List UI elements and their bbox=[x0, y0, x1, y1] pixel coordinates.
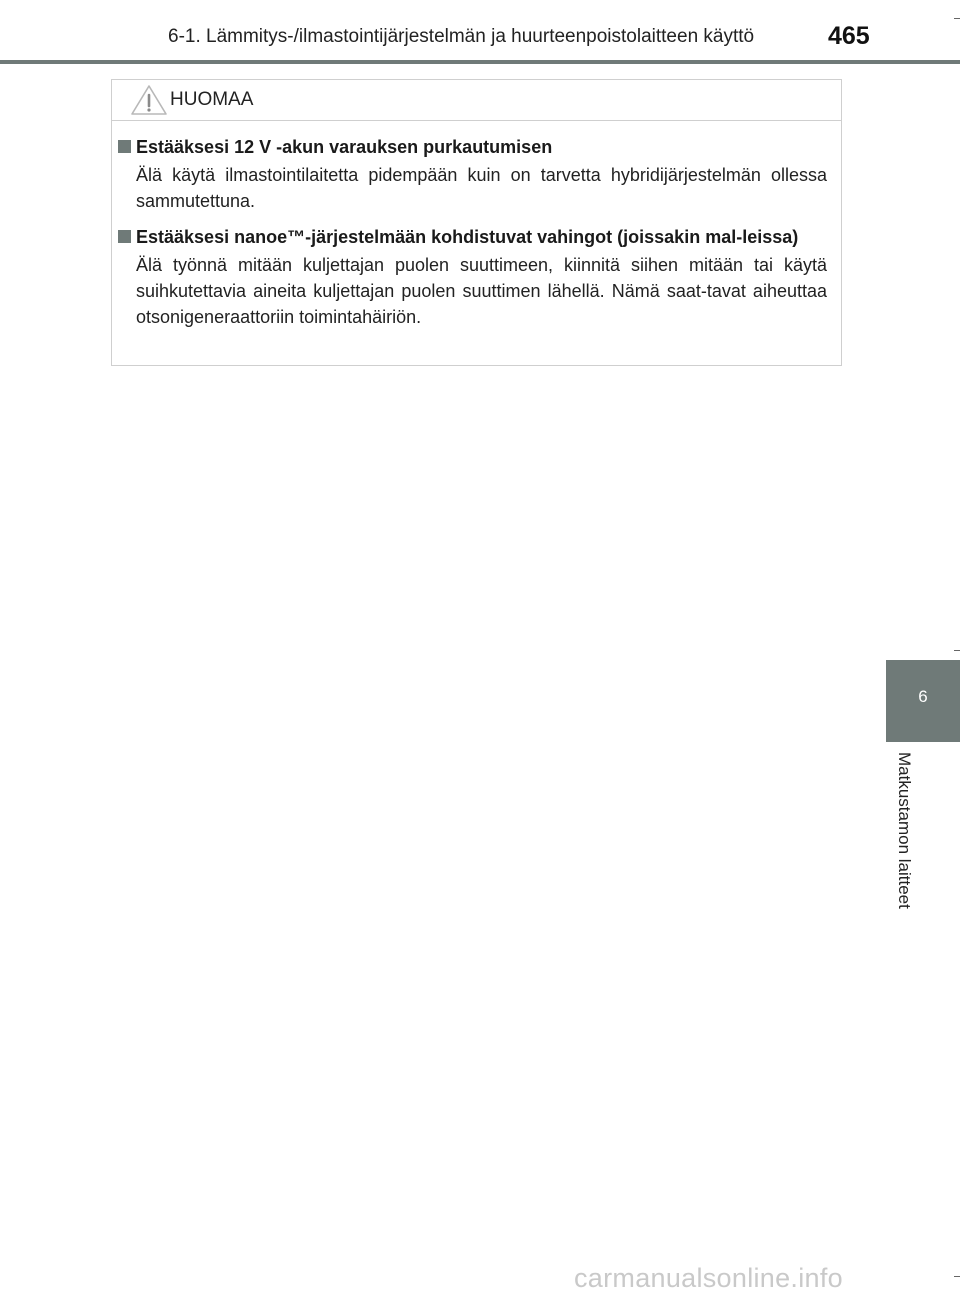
page-number: 465 bbox=[828, 22, 870, 50]
crop-mark bbox=[954, 650, 960, 651]
warning-triangle-icon bbox=[130, 84, 168, 116]
notice-box bbox=[111, 79, 842, 366]
header-rule bbox=[0, 60, 960, 64]
notice-body bbox=[112, 134, 841, 340]
item-heading bbox=[112, 224, 841, 250]
item-text: Älä työnnä mitään kuljettajan puolen suuttimeen, kiinnitä siihen mitään tai käytä suihkutettavia aineita kuljettajan puolen suuttimen lähellä. Nämä saat-tavat aiheuttaa otsonigeneraattoriin toimintahäiriön. bbox=[136, 255, 827, 327]
notice-header bbox=[112, 80, 841, 121]
notice-item bbox=[112, 134, 841, 214]
crop-mark bbox=[954, 1276, 960, 1277]
notice-label: HUOMAA bbox=[170, 89, 254, 110]
square-bullet-icon bbox=[118, 230, 131, 243]
chapter-tab bbox=[886, 660, 960, 742]
item-heading-text: Estääksesi 12 V -akun varauksen purkautumisen bbox=[136, 137, 553, 157]
item-text: Älä käytä ilmastointilaitetta pidempään kuin on tarvetta hybridijärjestelmän ollessa sammutettuna. bbox=[136, 165, 827, 211]
chapter-number: 6 bbox=[918, 687, 928, 706]
crop-mark bbox=[954, 18, 960, 19]
section-title: 6-1. Lämmitys-/ilmastointijärjestelmän ja huurteenpoistolaitteen käyttö bbox=[168, 26, 755, 47]
notice-item bbox=[112, 224, 841, 330]
chapter-title: Matkustamon laitteet bbox=[895, 752, 914, 909]
watermark: carmanualsonline.info bbox=[574, 1263, 843, 1293]
item-heading-text: Estääksesi nanoe™-järjestelmään kohdistuvat vahingot (joissakin mal-leissa) bbox=[136, 227, 799, 247]
item-heading bbox=[112, 134, 841, 160]
square-bullet-icon bbox=[118, 140, 131, 153]
